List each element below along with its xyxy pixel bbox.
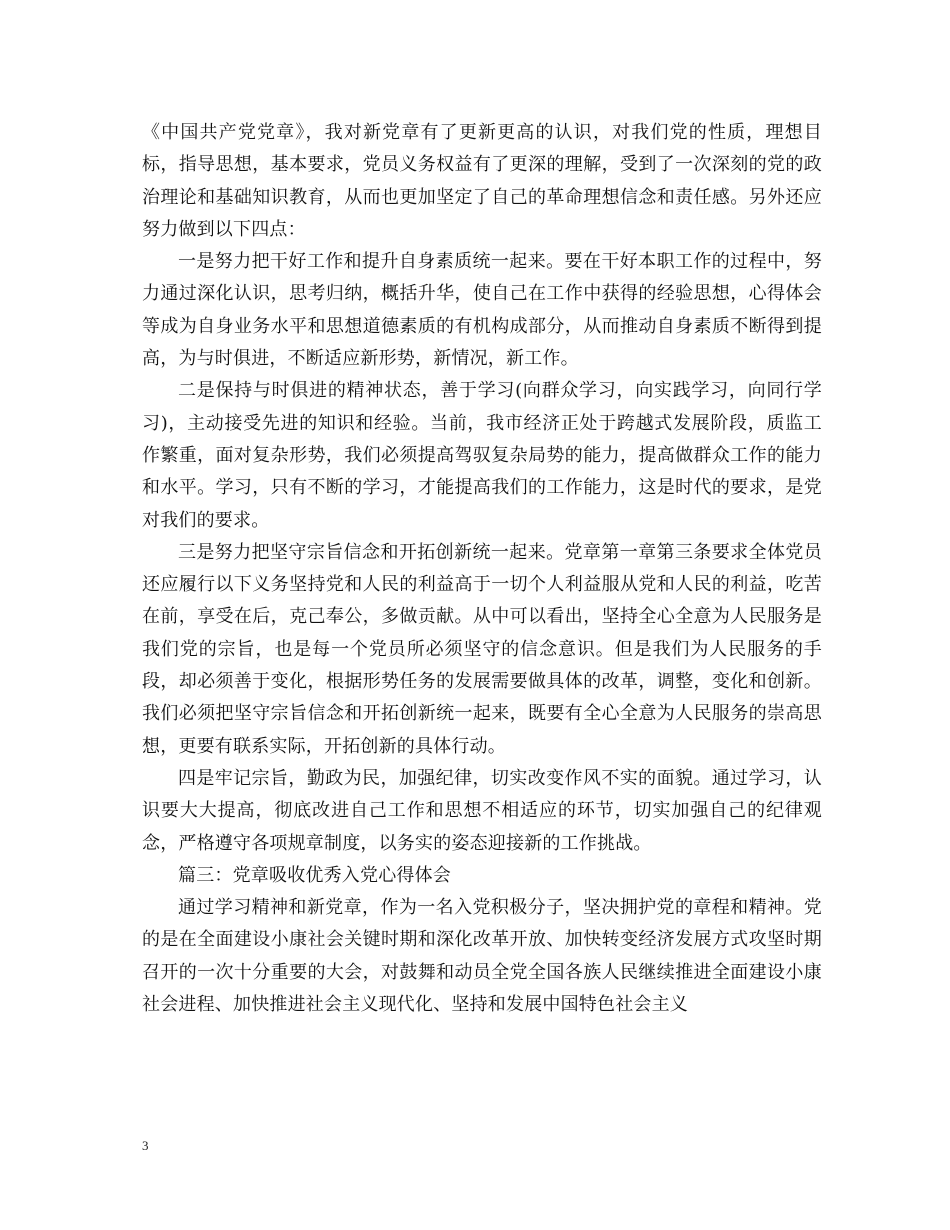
- section-heading: 篇三：党章吸收优秀入党心得体会: [178, 864, 451, 886]
- paragraph-5: 四是牢记宗旨，勤政为民，加强纪律，切实改变作风不实的面貌。通过学习，认识要大大提高，彻底改进自己工作和思想不相适应的环节，切实加强自己的纪律观念，严格遵守各项规章制度，以务实的姿态迎接新的工作挑战。: [142, 767, 822, 854]
- page-number: 3: [142, 1138, 149, 1153]
- document-body: [142, 117, 822, 1021]
- paragraph-1: 《中国共产党党章》，我对新党章有了更新更高的认识，对我们党的性质，理想目标，指导思想，基本要求，党员义务权益有了更深的理解，受到了一次深刻的党的政治理论和基础知识教育，从而也更加坚定了自己的革命理想信念和责任感。另外还应努力做到以下四点：: [142, 122, 822, 240]
- paragraph-3: 二是保持与时俱进的精神状态，善于学习(向群众学习，向实践学习，向同行学习)，主动接受先进的知识和经验。当前，我市经济正处于跨越式发展阶段，质监工作繁重，面对复杂形势，我们必须提高驾驭复杂局势的能力，提高做群众工作的能力和水平。学习，只有不断的学习，才能提高我们的工作能力，这是时代的要求，是党对我们的要求。: [142, 380, 822, 531]
- paragraph-4: 三是努力把坚守宗旨信念和开拓创新统一起来。党章第一章第三条要求全体党员还应履行以下义务坚持党和人民的利益高于一切个人利益服从党和人民的利益，吃苦在前，享受在后，克己奉公，多做贡献。从中可以看出，坚持全心全意为人民服务是我们党的宗旨，也是每一个党员所必须坚守的信念意识。但是我们为人民服务的手段，却必须善于变化，根据形势任务的发展需要做具体的改革，调整，变化和创新。我们必须把坚守宗旨信念和开拓创新统一起来，既要有全心全意为人民服务的崇高思想，更要有联系实际，开拓创新的具体行动。: [142, 541, 822, 757]
- paragraph-6: 通过学习精神和新党章，作为一名入党积极分子，坚决拥护党的章程和精神。党的是在全面建设小康社会关键时期和深化改革开放、加快转变经济发展方式攻坚时期召开的一次十分重要的大会，对鼓舞和动员全党全国各族人民继续推进全面建设小康社会进程、加快推进社会主义现代化、坚持和发展中国特色社会主义: [142, 897, 822, 1016]
- paragraph-2: 一是努力把干好工作和提升自身素质统一起来。要在干好本职工作的过程中，努力通过深化认识，思考归纳，概括升华，使自己在工作中获得的经验思想，心得体会等成为自身业务水平和思想道德素质的有机构成部分，从而推动自身素质不断得到提高，为与时俱进，不断适应新形势，新情况，新工作。: [142, 251, 822, 370]
